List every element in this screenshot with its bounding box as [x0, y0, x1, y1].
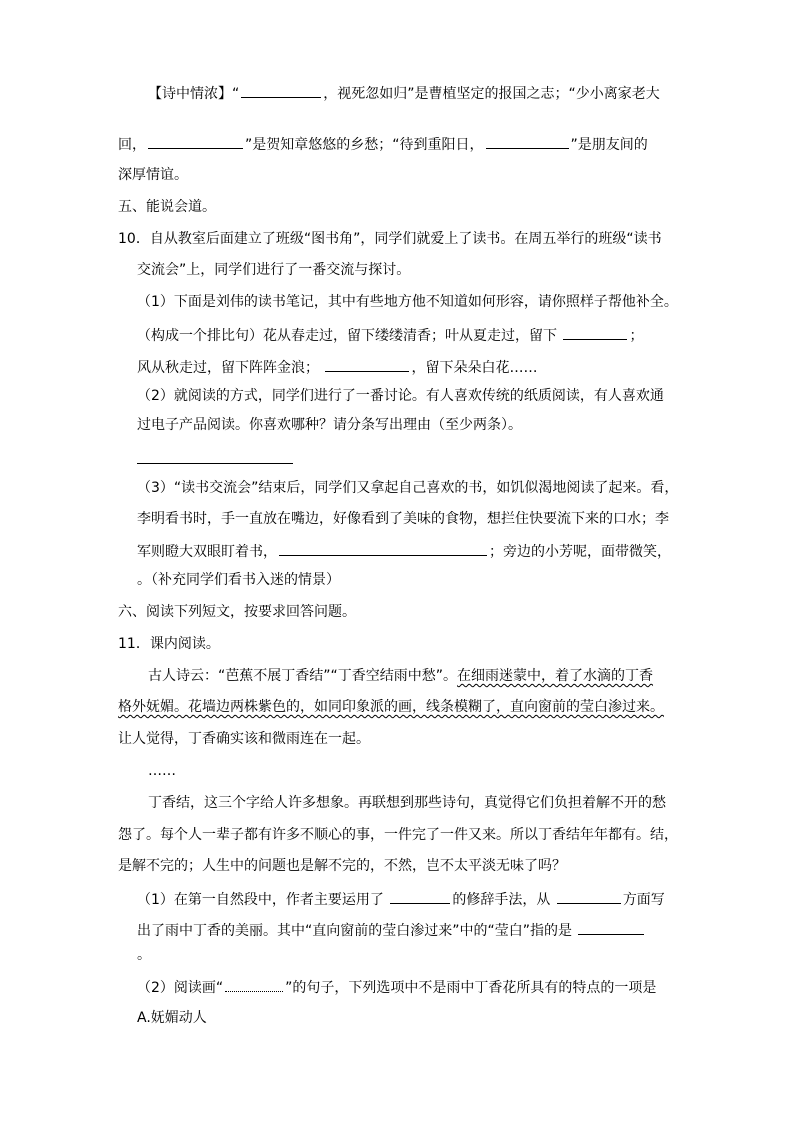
text-segment: ，留下朵朵白花…… — [411, 360, 538, 376]
fill-in-blank[interactable] — [390, 888, 450, 904]
text-segment: 的修辞手法，从 — [452, 892, 555, 908]
text-segment: 是解不完的；人生中的问题也是解不完的，不然，岂不太平淡无味了吗？ — [118, 858, 566, 874]
text-segment: 出了雨中丁香的美丽。其中“直向窗前的莹白渗过来”中的“莹白”指的是 — [137, 923, 577, 939]
underlined-sentence: 格外妩媚。花墙边两株紫色的，如同印象派的画，线条模糊了，直向窗前的莹白渗过来。 — [118, 699, 664, 715]
text-segment: （3）“读书交流会”结束后，同学们又拿起自己喜欢的书，如饥似渴地阅读了起来。看， — [137, 480, 679, 496]
text-segment: （1）下面是刘伟的读书笔记，其中有些地方他不知道如何形容，请你照样子帮他补全。 — [137, 294, 678, 310]
text-segment: 李明看书时，手一直放在嘴边，好像看到了美味的食物，想拦住快要流下来的口水；李 — [137, 511, 669, 527]
fill-in-blank[interactable] — [557, 888, 621, 904]
poem-emotion-line-1 — [148, 82, 660, 102]
q10-stem-line-2 — [137, 260, 410, 280]
q10-3-line-1 — [137, 478, 678, 498]
text-segment: 六、阅读下列短文，按要求回答问题。 — [118, 604, 356, 620]
text-segment: 方面写 — [622, 892, 665, 908]
poem-emotion-line-2 — [118, 133, 648, 153]
text-segment: 回， — [118, 137, 146, 153]
passage-line-2 — [118, 697, 664, 717]
section-six-heading — [118, 602, 356, 622]
text-segment: 。（补充同学们看书入迷的情景） — [137, 572, 340, 588]
q11-1-line-3 — [137, 945, 151, 965]
q11-2-line-1 — [137, 976, 656, 996]
text-segment: A.妩媚动人 — [137, 1010, 207, 1026]
fill-in-blank[interactable] — [486, 133, 569, 149]
q11-1-line-1 — [137, 888, 665, 908]
answer-line-q10-2[interactable] — [137, 463, 293, 464]
fill-in-blank[interactable] — [148, 133, 243, 149]
text-segment: 。 — [137, 947, 151, 963]
text-segment: 丁香结，这三个字给人许多想象。再联想到那些诗句，真觉得它们负担着解不开的愁 — [148, 795, 666, 811]
text-segment: 古人诗云：“芭蕉不展丁香结”“丁香空结雨中愁”。 — [148, 668, 458, 684]
text-segment: （构成一个排比句）花从春走过，留下缕缕清香；叶从夏走过，留下 — [137, 328, 562, 344]
poem-emotion-line-3 — [118, 165, 188, 185]
passage-ellipsis — [148, 761, 176, 781]
q11-stem — [118, 634, 220, 654]
text-segment: 交流会”上，同学们进行了一番交流与探讨。 — [137, 262, 411, 278]
underline-marker — [225, 976, 283, 992]
fill-in-blank[interactable] — [279, 540, 487, 556]
q11-2-option-a — [137, 1008, 207, 1028]
q10-3-line-4 — [137, 570, 340, 590]
text-segment: 风从秋走过，留下阵阵金浪； — [137, 360, 324, 376]
text-segment: 让人觉得，丁香确实该和微雨连在一起。 — [118, 731, 370, 747]
passage-line-3 — [118, 729, 370, 749]
text-segment: 军则瞪大双眼盯着书， — [137, 544, 277, 560]
fill-in-blank[interactable] — [578, 919, 644, 935]
passage-line-4 — [148, 793, 666, 813]
text-segment: 深厚情谊。 — [118, 167, 188, 183]
text-segment: ； — [629, 328, 644, 344]
q10-3-line-2 — [137, 509, 669, 529]
section-five-heading — [118, 197, 216, 217]
text-segment: （1）在第一自然段中，作者主要运用了 — [137, 892, 389, 908]
text-segment: 五、能说会道。 — [118, 199, 216, 215]
underlined-sentence: 在细雨迷蒙中，着了水滴的丁香 — [457, 668, 654, 684]
text-segment: 【诗中情浓】“ — [148, 86, 240, 102]
text-segment: 10．自从教室后面建立了班级“图书角”，同学们就爱上了读书。在周五举行的班级“读书 — [118, 231, 662, 247]
text-segment: ”是贺知章悠悠的乡愁；“待到重阳日， — [245, 137, 484, 153]
text-segment: ”的句子，下列选项中不是雨中丁香花所具有的特点的一项是 — [285, 980, 657, 996]
fill-in-blank[interactable] — [563, 324, 627, 340]
text-segment: 11．课内阅读。 — [118, 636, 220, 652]
text-segment: 过电子产品阅读。你喜欢哪种？请分条写出理由（至少两条）。 — [137, 417, 522, 433]
q10-2-line-1 — [137, 386, 664, 406]
text-segment: （2）阅读画“ — [137, 980, 224, 996]
q11-1-line-2 — [137, 919, 646, 939]
fill-in-blank[interactable] — [241, 82, 321, 98]
q10-3-line-3 — [137, 540, 671, 560]
q10-1-line-1 — [137, 292, 678, 312]
text-segment: （2）就阅读的方式，同学们进行了一番讨论。有人喜欢传统的纸质阅读，有人喜欢通 — [137, 388, 664, 404]
text-segment: ”是朋友间的 — [570, 137, 648, 153]
passage-line-1 — [148, 666, 653, 686]
fill-in-blank[interactable] — [325, 356, 409, 372]
q10-1-line-3 — [137, 356, 537, 376]
q10-2-line-2 — [137, 415, 522, 435]
q10-1-line-2 — [137, 324, 643, 344]
text-segment: ；旁边的小芳呢，面带微笑， — [489, 544, 671, 560]
text-segment: ，视死忽如归”是曹植坚定的报国之志；“少小离家老大 — [323, 86, 660, 102]
passage-line-5 — [118, 825, 678, 845]
text-segment: 怨了。每个人一辈子都有许多不顺心的事，一件完了一件又来。所以丁香结年年都有。结， — [118, 827, 678, 843]
passage-line-6 — [118, 856, 566, 876]
text-segment: …… — [148, 763, 176, 779]
q10-stem-line-1 — [118, 229, 662, 249]
